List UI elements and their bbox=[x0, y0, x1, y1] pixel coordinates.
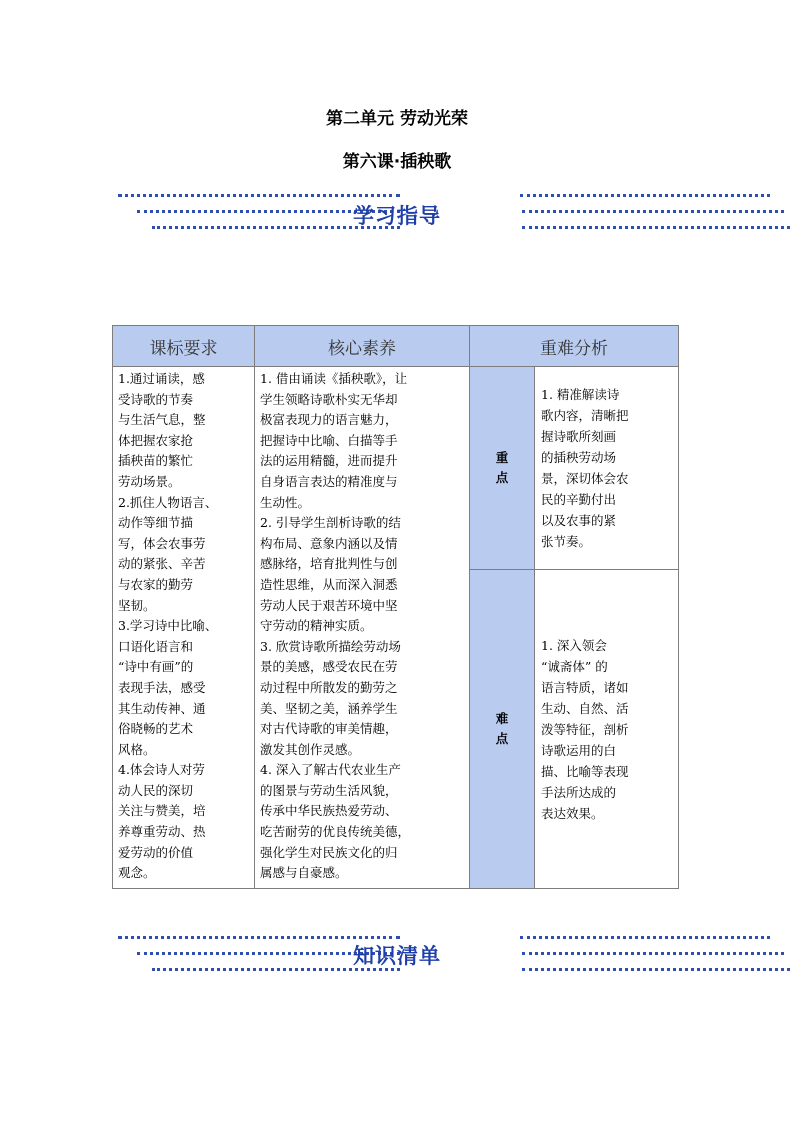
dotted-rule bbox=[118, 194, 400, 197]
curriculum-requirements-cell bbox=[113, 367, 255, 889]
key-point-text: 1. 精准解读诗 歌内容，清晰把 握诗歌所刻画 的插秧劳动场 景，深切体会农 民的辛勤付出 以及农事的紧 张节奏。 bbox=[541, 387, 629, 549]
unit-title: 第二单元 劳动光荣 bbox=[326, 109, 468, 129]
header-curriculum-requirements: 课标要求 bbox=[113, 326, 255, 367]
difficulty-label-cell bbox=[470, 570, 535, 889]
curriculum-requirements-text: 1.通过诵读，感 受诗歌的节奏 与生活气息，整 体把握农家抢 插秧苗的繁忙 劳动场景。 2.抓住人物语言、 动作等细节描 写，体会农事劳 动的紧张、辛苦 与农家的勤劳 坚韧。 3.学习诗中比喻、 口语化语言和 “诗中有画”的 表现手法，感受 其生动传神、通 俗晓畅的艺术 风格。 4.体会诗人对劳 动人民的深切 关注与赞美，培 养尊重劳动、热 爱劳动的价值 观念。 bbox=[118, 371, 218, 881]
header-key-difficulty-analysis: 重难分析 bbox=[470, 326, 679, 367]
dotted-rule bbox=[520, 936, 770, 939]
difficulty-text: 1. 深入领会 “诚斋体” 的 语言特质，诸如 生动、自然、活 泼等特征，剖析 诗歌运用的白 描、比喻等表现 手法所达成的 表达效果。 bbox=[541, 637, 629, 821]
key-point-cell bbox=[535, 367, 679, 570]
lesson-title: 第六课·插秧歌 bbox=[342, 152, 452, 172]
core-literacy-cell bbox=[255, 367, 470, 889]
knowledge-list-banner bbox=[0, 930, 794, 980]
header-core-literacy: 核心素养 bbox=[255, 326, 470, 367]
lesson-analysis-table bbox=[112, 325, 679, 889]
dotted-rule bbox=[520, 194, 770, 197]
core-literacy-text: 1. 借由诵读《插秧歌》，让 学生领略诗歌朴实无华却 极富表现力的语言魅力， 把握诗中比喻、白描等手 法的运用精髓，进而提升 自身语言表达的精准度与 生动性。 2. 引导学生剖析诗歌的结 构布局、意象内涵以及情 感脉络，培育批判性与创 造性思维，从而深入洞悉 劳动人民于艰苦环境中坚 守劳动的精神实质。 3. 欣赏诗歌所描绘劳动场 景的美感，感受农民在劳 动过程中所散发的勤劳之 美、坚韧之美，涵养学生 对古代诗歌的审美情趣， 激发其创作灵感。 4. 深入了解古代农业生产 的图景与劳动生活风貌， 传承中华民族热爱劳动、 吃苦耐劳的优良传统美德， 强化学生对民族文化的归 属感与自豪感。 bbox=[260, 371, 411, 881]
study-guide-heading: 学习指导 bbox=[353, 203, 441, 228]
key-point-label-cell bbox=[470, 367, 535, 570]
difficulty-cell bbox=[535, 570, 679, 889]
study-guide-banner bbox=[0, 188, 794, 238]
knowledge-list-heading: 知识清单 bbox=[353, 943, 441, 968]
difficulty-label: 难 点 bbox=[495, 711, 509, 746]
dotted-rule bbox=[118, 936, 400, 939]
key-point-label: 重 点 bbox=[495, 450, 509, 485]
